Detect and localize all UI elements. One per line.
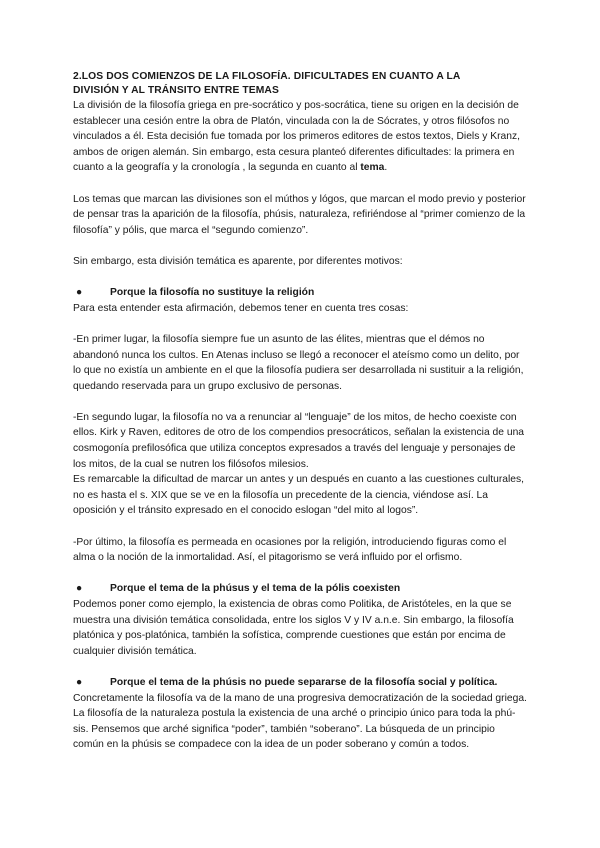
bullet-heading-1-text: Porque la filosofía no sustituye la religión xyxy=(110,287,315,299)
bullet-3-paragraph-1: Concretamente la filosofía va de la mano de una progresiva democratización de la sociedad griega. La filosofía de la naturaleza postula la existencia de una arché o principio único para toda la phú- sis. Pensemos que arché significa “poder”, también “soberano”. La búsqueda de un principio común en la phúsis se compadece con la idea de un poder soberano y común a todos. xyxy=(73,692,527,751)
title-line-2: DIVISIÓN Y AL TRÁNSITO ENTRE TEMAS xyxy=(73,85,279,96)
intro-paragraph-2: Los temas que marcan las divisiones son el múthos y lógos, que marcan el modo previo y posterior de pensar tras la aparición de la filosofía, phúsis, naturaleza, refiriéndose al “primer comienzo de la filosofía” y pólis, que marca el “segundo comienzo”. xyxy=(73,193,526,236)
bullet-heading-2 xyxy=(73,581,528,597)
bullet-1-paragraph-4: -Por último, la filosofía es permeada en ocasiones por la religión, introduciendo figuras como el alma o la noción de la inmortalidad. Así, el pitagorismo se verá influido por el orfismo. xyxy=(73,536,507,564)
bullet-heading-2-text: Porque el tema de la phúsus y el tema de la pólis coexisten xyxy=(110,583,401,595)
bullet-1-paragraph-1: -En primer lugar, la filosofía siempre fue un asunto de las élites, mientras que el démos no abandonó nunca los cultos. En Atenas incluso se llegó a reconocer el ateísmo como un delito, por lo que no existía un ambiente en el que la filosofía pudiera ser desarrollada ni sustituir a la religión, quedando reservada para un grupo exclusivo de personas. xyxy=(73,333,524,392)
intro-p1-end: . xyxy=(384,162,388,174)
bullet-2-paragraph-1: Podemos poner como ejemplo, la existencia de obras como Politika, de Aristóteles, en la que se muestra una división temática consolidada, entre los siglos V y IV a.n.e. Sin embargo, la filosofía platónica y pos-platónica, también la sofística, comprende cuestiones que están por encima de cualquier división temática. xyxy=(73,599,514,657)
bullet-icon: ● xyxy=(76,583,83,595)
intro-p1-bold: tema xyxy=(360,162,385,174)
document-page xyxy=(73,70,528,753)
title-line-1: 2.LOS DOS COMIENZOS DE LA FILOSOFÍA. DIFICULTADES EN CUANTO A LA xyxy=(73,71,461,82)
bullet-1-paragraph-2: -En segundo lugar, la filosofía no va a renunciar al “lenguaje” de los mitos, de hecho coexiste con ellos. Kirk y Raven, editores de otro de los compendios presocráticos, señalan la existencia de una cosmogonía prefilosófica que utiliza conceptos expresados a través del lenguaje y personajes de los mitos, de la cual se nutren los filósofos milesios. xyxy=(73,411,525,470)
intro-paragraph-3: Sin embargo, esta división temática es aparente, por diferentes motivos: xyxy=(73,255,403,267)
intro-paragraph-1 xyxy=(73,98,528,176)
bullet-icon: ● xyxy=(76,676,83,688)
bullet-heading-3-text: Porque el tema de la phúsis no puede separarse de la filosofía social y política. xyxy=(110,676,498,688)
bullet-1-paragraph-3: Es remarcable la dificultad de marcar un antes y un después en cuanto a las cuestiones culturales, no es hasta el s. XIX que se ve en la filosofía un precedente de la ciencia, viéndose así. La oposición y el tránsito expresado en el conocido eslogan “del mito al logos”. xyxy=(73,474,525,517)
intro-p1-text: La división de la filosofía griega en pre-socrático y pos-socrática, tiene su origen en la decisión de establecer una cesión entre la obra de Platón, vinculada con la de Sócrates, y otros filósofos no vinculados a él. Esta decisión fue tomada por los primeros editores de estos textos, Diels y Kranz, ambos de origen alemán. Sin embargo, esta cesura planteó diferentes dificultades: la primera en cuanto a la geografía y la cronología , la segunda en cuanto al xyxy=(73,100,520,174)
bullet-heading-3 xyxy=(73,675,528,691)
page-title xyxy=(73,70,528,98)
bullet-icon: ● xyxy=(76,287,83,299)
bullet-1-lead: Para esta entender esta afirmación, debemos tener en cuenta tres cosas: xyxy=(73,302,409,314)
bullet-heading-1 xyxy=(73,285,528,301)
